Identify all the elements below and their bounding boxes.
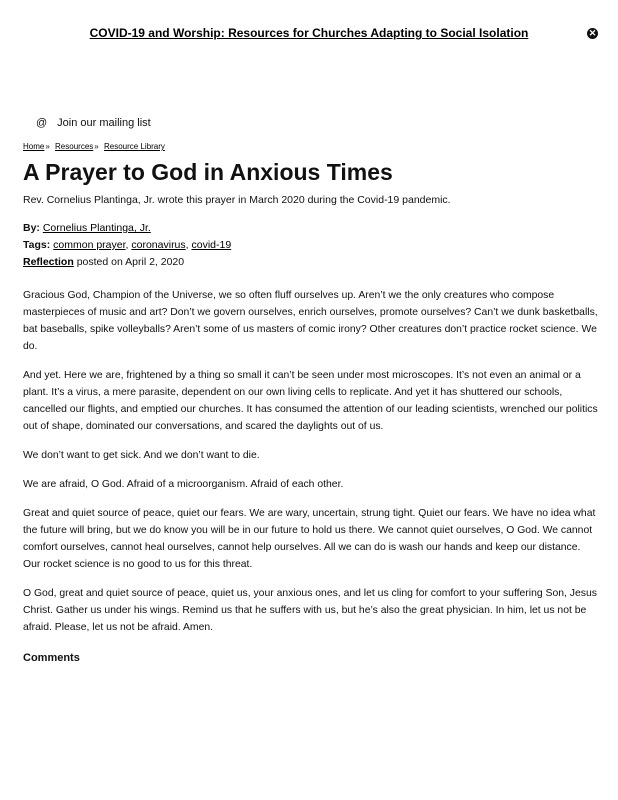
page-title: A Prayer to God in Anxious Times bbox=[23, 159, 393, 185]
tag-link-coronavirus[interactable]: coronavirus bbox=[131, 239, 186, 251]
paragraph: Great and quiet source of peace, quiet our fears. We are wary, uncertain, strung tight. Quiet our fears. We have no idea what the future will bring, but we do know you will be in our future to hold us there. We cannot quiet ourselves, O God. We cannot comfort ourselves, cannot heal ourselves, cannot help ourselves. All we can do is wash our hands and keep our distance. Our rocket science is no good to us for this threat. bbox=[23, 508, 596, 570]
breadcrumb bbox=[23, 142, 598, 151]
mailing-list-label: Join our mailing list bbox=[57, 117, 151, 129]
tag-link-covid-19[interactable]: covid-19 bbox=[191, 239, 232, 251]
main-content bbox=[23, 142, 598, 664]
breadcrumb-home[interactable]: Home bbox=[23, 142, 45, 151]
paragraph: Gracious God, Champion of the Universe, we so often fluff ourselves up. Aren’t we the only creatures who compose masterpieces of music and art? Don’t we govern ourselves, enrich ourselves, promote ourselves? Can’t we dunk basketballs, bat baseballs, spike volleyballs? Aren’t some of us masters of comic irony? Other creatures don’t practice rocket science. We do. bbox=[23, 290, 598, 352]
at-sign-icon: @ bbox=[36, 117, 48, 129]
author-line bbox=[23, 220, 598, 237]
posted-date: posted on April 2, 2020 bbox=[76, 256, 185, 268]
article-body bbox=[23, 287, 598, 636]
breadcrumb-resources[interactable]: Resources bbox=[55, 142, 94, 151]
announcement-banner bbox=[0, 26, 618, 40]
article-subtitle: Rev. Cornelius Plantinga, Jr. wrote this prayer in March 2020 during the Covid-19 pandemic. bbox=[23, 194, 451, 206]
comments-heading: Comments bbox=[23, 652, 80, 664]
tags-line: Tags: common prayer, coronavirus, covid-19 bbox=[23, 239, 232, 251]
close-icon[interactable]: ✕ bbox=[588, 28, 597, 38]
article-meta bbox=[23, 220, 598, 271]
category-link[interactable]: Reflection bbox=[23, 256, 74, 268]
by-label: By: bbox=[23, 222, 40, 234]
tags-label: Tags: bbox=[23, 239, 51, 251]
author-link[interactable]: Cornelius Plantinga, Jr. bbox=[42, 222, 151, 234]
breadcrumb-separator: » bbox=[94, 142, 99, 151]
paragraph: O God, great and quiet source of peace, quiet us, your anxious ones, and let us cling for comfort to your suffering Son, Jesus Christ. Gather us under his wings. Remind us that he suffers with us, but he’s also the great physician. In him, let us not be afraid. Please, let us not be afraid. Amen. bbox=[23, 588, 597, 633]
banner-link[interactable]: COVID-19 and Worship: Resources for Churches Adapting to Social Isolation bbox=[89, 26, 529, 40]
paragraph: We don’t want to get sick. And we don’t want to die. bbox=[23, 450, 260, 461]
paragraph: And yet. Here we are, frightened by a thing so small it can’t be seen under most microscopes. It’s not even an animal or a plant. It’s a virus, a mere parasite, dependent on our own living cells to replicate. And yet it has shuttered our schools, cancelled our flights, and emptied our churches. It has consumed the attention of our leading scientists, wrenched our politics out of shape, dominated our conversations, and scared the daylights out of us. bbox=[23, 370, 598, 432]
breadcrumb-separator: » bbox=[45, 142, 50, 151]
breadcrumb-resource-library[interactable]: Resource Library bbox=[103, 142, 165, 151]
paragraph: We are afraid, O God. Afraid of a microorganism. Afraid of each other. bbox=[23, 479, 344, 490]
mailing-list-link[interactable] bbox=[36, 117, 151, 129]
posted-line bbox=[23, 254, 598, 271]
tag-link-common-prayer[interactable]: common prayer bbox=[53, 239, 126, 251]
